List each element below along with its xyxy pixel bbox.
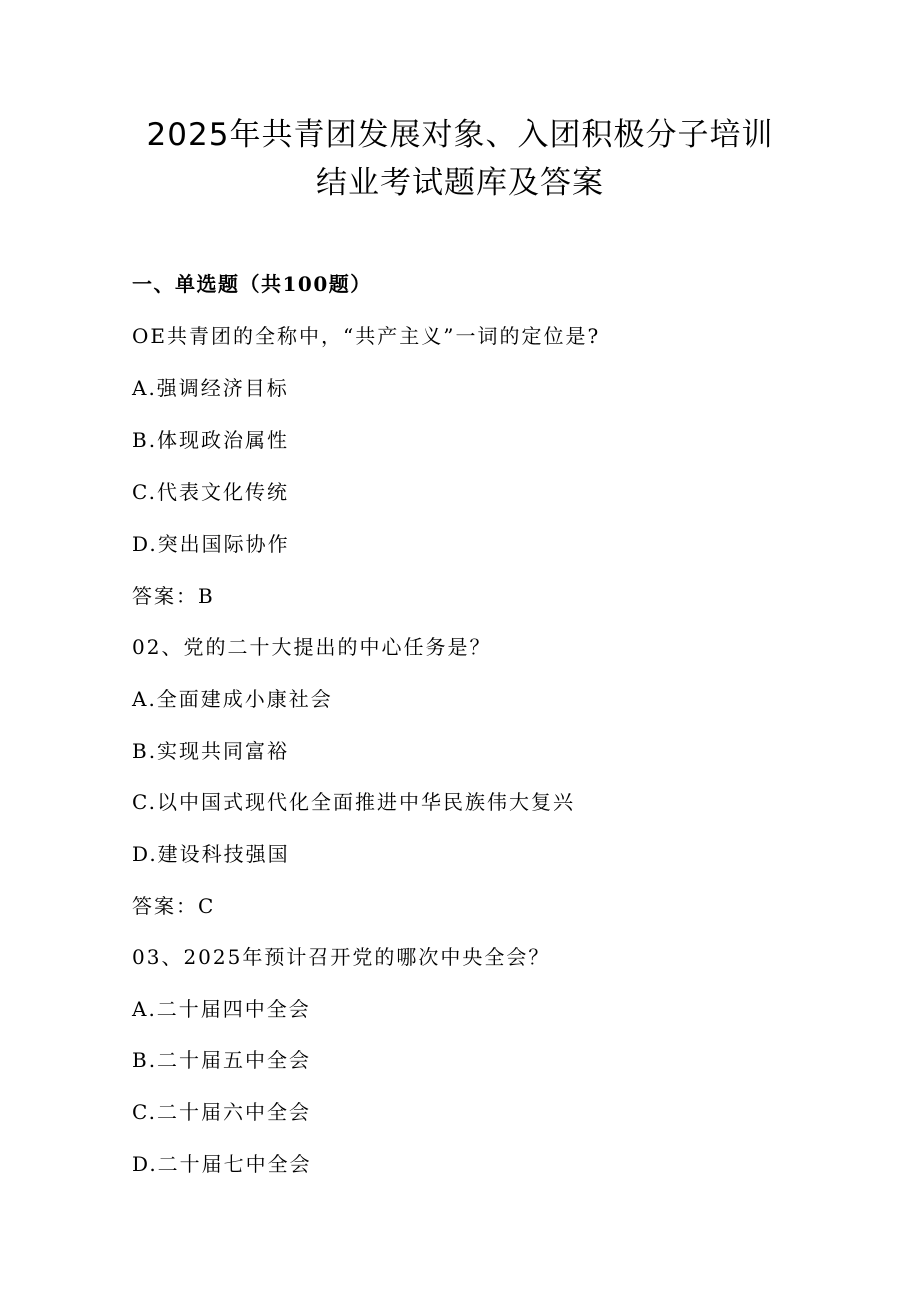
question-2-answer: 答案：C	[132, 894, 216, 918]
question-1-text: OE共青团的全称中，“共产主义”一词的定位是?	[132, 324, 601, 348]
question-2-option-c: C.以中国式现代化全面推进中华民族伟大复兴	[132, 790, 575, 814]
document-title-line-1: 2025年共青团发展对象、入团积极分子培训	[146, 117, 774, 153]
question-1-option-a: A.强调经济目标	[132, 376, 289, 400]
question-1-answer: 答案：B	[132, 584, 215, 608]
question-2-text: 02、党的二十大提出的中心任务是？	[132, 635, 492, 659]
question-3-option-a: A.二十届四中全会	[132, 997, 311, 1021]
question-1-option-c: C.代表文化传统	[132, 480, 289, 504]
question-1-option-b: B.体现政治属性	[132, 428, 290, 452]
question-2-option-b: B.实现共同富裕	[132, 739, 290, 763]
question-2-option-d: D.建设科技强国	[132, 842, 290, 866]
question-3-text: 03、2025年预计召开党的哪次中央全会？	[132, 945, 551, 969]
question-3-option-b: B.二十届五中全会	[132, 1048, 312, 1072]
question-2-option-a: A.全面建成小康社会	[132, 687, 333, 711]
question-1-option-d: D.突出国际协作	[132, 532, 290, 556]
question-3-option-c: C.二十届六中全会	[132, 1100, 311, 1124]
question-3-option-d: D.二十届七中全会	[132, 1152, 312, 1176]
document-title-line-2: 结业考试题库及答案	[316, 165, 604, 201]
section-heading: 一、单选题（共100题）	[132, 272, 372, 296]
